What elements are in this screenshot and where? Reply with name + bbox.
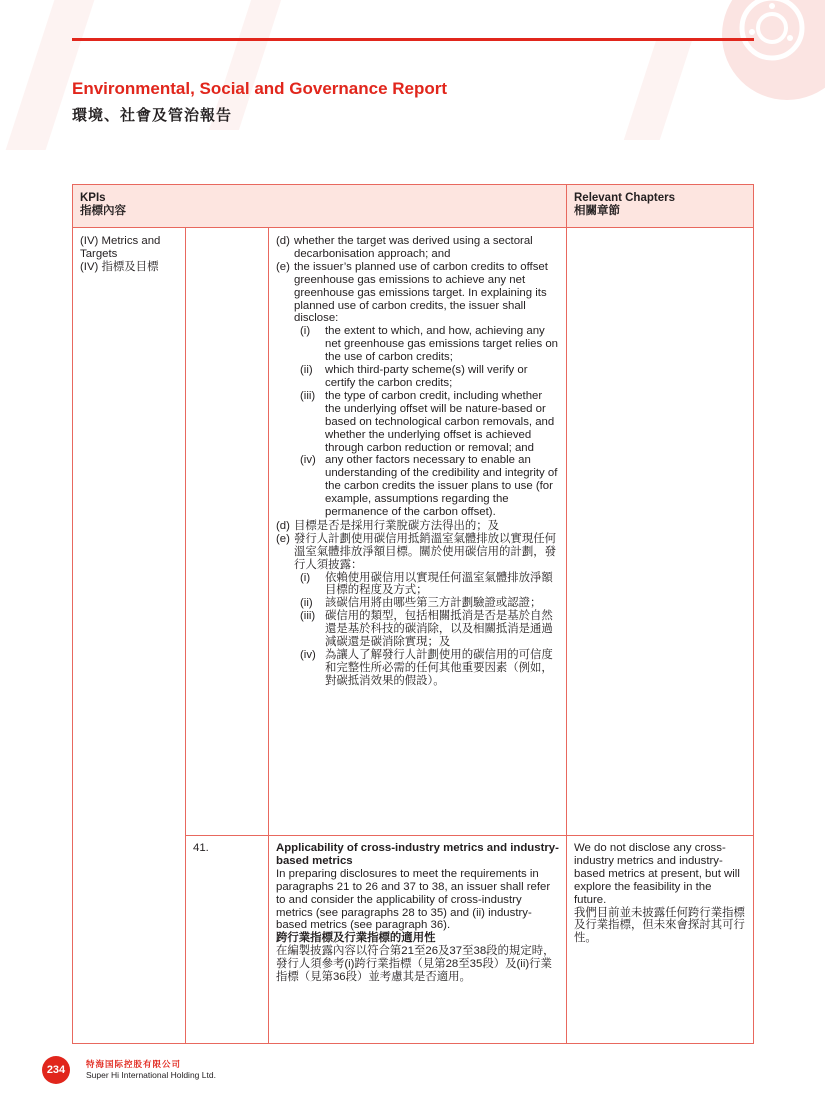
chapter-text-en: We do not disclose any cross-industry metrics and industry-based metrics at present, but will explore the feasibility in the future.	[574, 842, 740, 906]
company-name-zh: 特海国际控股有限公司	[86, 1059, 182, 1069]
page-number: 234	[42, 1056, 70, 1084]
list-subitem: (i) the extent to which, and how, achieving any net greenhouse gas emissions target relies on the use of carbon credits;	[300, 325, 559, 364]
column-divider	[268, 227, 269, 1043]
list-subitem: (i) 依賴使用碳信用以實現任何溫室氣體排放淨額目標的程度及方式；	[300, 571, 553, 597]
section-body-en: In preparing disclosures to meet the requirements in paragraphs 21 to 26 and 37 to 38, an issuer shall refer to and consider the applicability of cross-industry metrics (see paragraphs 28 to 35) and (ii) industry-based metrics (see paragraph 36).	[276, 867, 551, 932]
watermark-stripe	[624, 40, 692, 140]
top-rule	[72, 38, 754, 41]
requirement-cell	[276, 842, 561, 984]
header-kpis-en: KPIs	[80, 192, 106, 204]
header-chapters	[574, 192, 675, 218]
paragraph-number: 41.	[193, 842, 209, 854]
list-item: (d) 目標是否是採用行業脫碳方法得出的；及	[276, 519, 500, 532]
list-subitem: (ii) 該碳信用將由哪些第三方計劃驗證或認證；	[300, 597, 542, 610]
company-name-en: Super Hi International Holding Ltd.	[86, 1070, 216, 1080]
kpi-table	[72, 184, 754, 1044]
list-subitem: (iv) 為讓人了解發行人計劃使用的碳信用的可信度和完整性所必需的任何其他重要因素（例如，對碳抵消效果的假設）。	[300, 649, 553, 687]
column-divider	[566, 185, 567, 1043]
list-subitem: (iv) any other factors necessary to enable an understanding of the credibility and integrity of the carbon credits the issuer plans to use (for example, assumptions regarding the permanence of the carbon offset).	[300, 454, 558, 519]
row-divider	[185, 835, 753, 836]
section-body-zh: 在編製披露內容以符合第21至26及37至38段的規定時，發行人須參考(i)跨行業指標（見第28至35段）及(ii)行業指標（見第36段）並考慮其是否適用。	[276, 945, 555, 984]
list-subitem: (iii) 碳信用的類型，包括相關抵消是否是基於自然還是基於科技的碳消除，以及相關抵消是通過減碳還是碳消除實現；及	[300, 610, 553, 649]
header-kpis	[80, 192, 126, 218]
list-subitem: (iii) the type of carbon credit, including whether the underlying offset will be nature-based or based on technological carbon removals, and whether the underlying offset is achieved through carbon reduction or removal; and	[300, 389, 555, 454]
requirement-cell	[276, 235, 561, 688]
category-en: (IV) Metrics and Targets	[80, 235, 161, 260]
watermark-stripe	[6, 0, 95, 150]
category-zh: (IV) 指標及目標	[80, 260, 159, 273]
column-divider	[185, 227, 186, 1043]
list-item: (e) 發行人計劃使用碳信用抵銷溫室氣體排放以實現任何溫室氣體排放淨額目標。關於使用碳信用的計劃，發行人須披露：	[276, 532, 556, 571]
list-item: (d) whether the target was derived using a sectoral decarbonisation approach; and	[276, 235, 533, 260]
watermark-logo-icon	[722, 0, 825, 100]
section-heading-zh: 跨行業指標及行業指標的適用性	[276, 932, 436, 945]
chapter-text-zh: 我們目前並未披露任何跨行業指標及行業指標，但未來會探討其可行性。	[574, 906, 745, 945]
list-item: (e) the issuer’s planned use of carbon credits to offset greenhouse gas emissions to achieve any net greenhouse gas emissions target. In explaining its planned use of carbon credits, the issuer shall disclose:	[276, 260, 548, 325]
header-chapters-zh: 相關章節	[574, 205, 620, 217]
category-cell	[80, 235, 180, 274]
header-kpis-zh: 指標內容	[80, 205, 126, 217]
report-title-en: Environmental, Social and Governance Report	[72, 79, 448, 98]
list-subitem: (ii) which third-party scheme(s) will verify or certify the carbon credits;	[300, 364, 528, 389]
report-title-zh: 環境、社會及管治報告	[72, 107, 233, 124]
header-chapters-en: Relevant Chapters	[574, 192, 675, 204]
section-heading-en: Applicability of cross-industry metrics and industry-based metrics	[276, 842, 559, 867]
chapter-cell	[574, 842, 746, 945]
